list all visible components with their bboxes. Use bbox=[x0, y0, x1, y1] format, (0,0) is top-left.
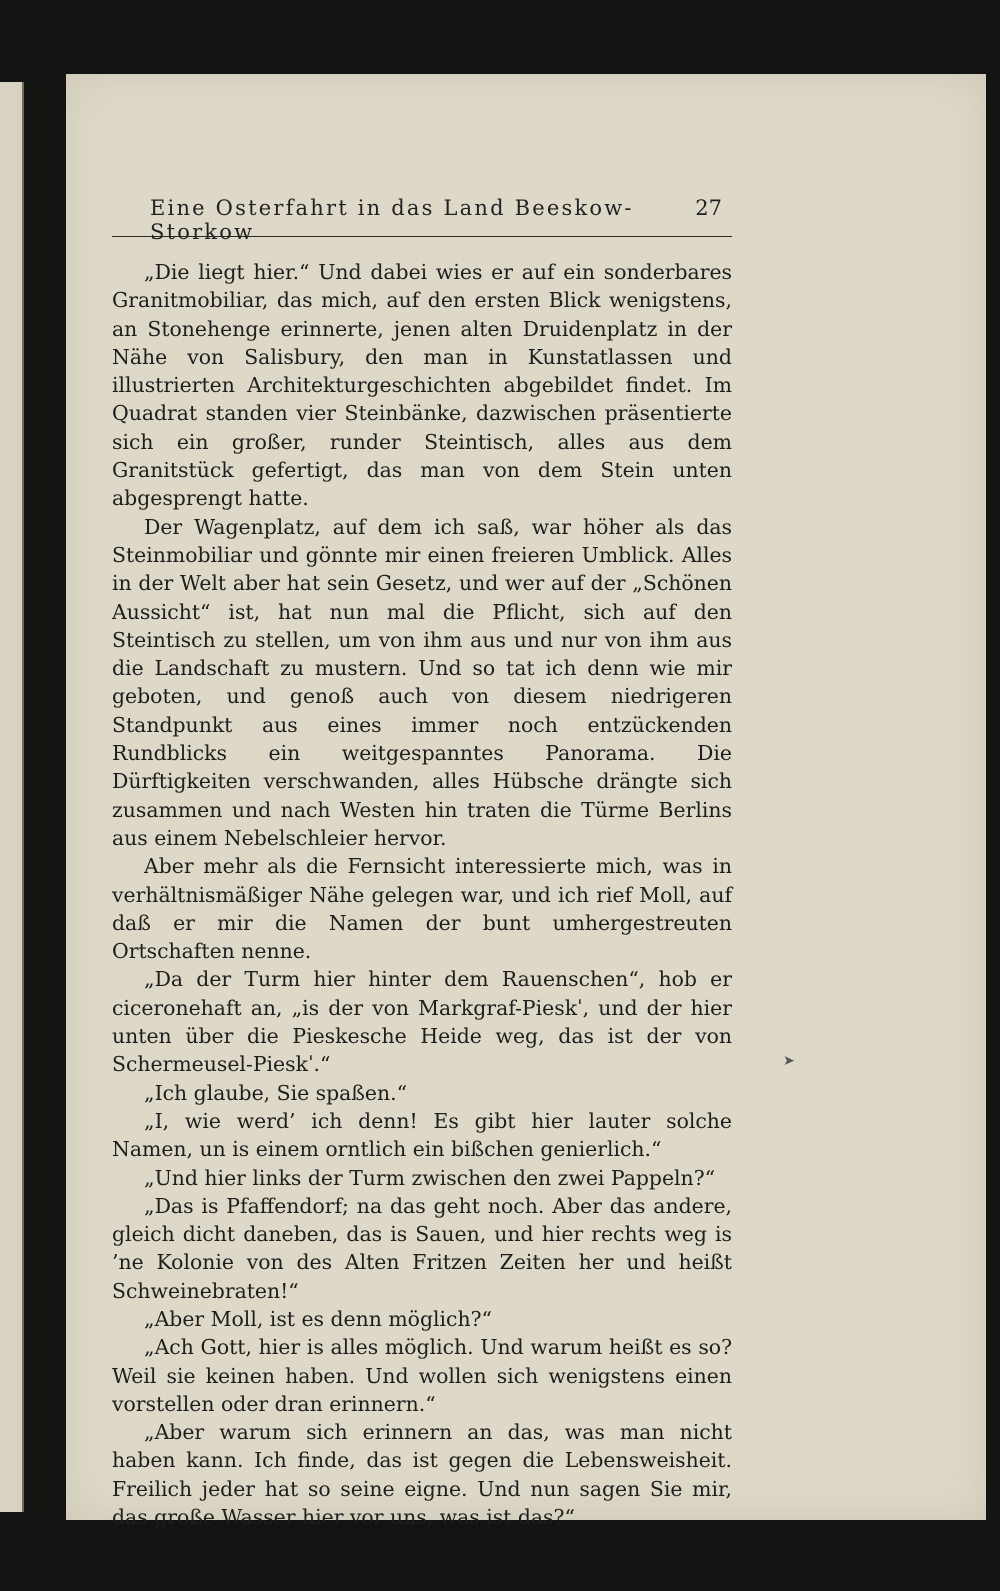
body-text bbox=[112, 258, 732, 1531]
paragraph: „Aber warum sich erinnern an das, was man nicht haben kann. Ich finde, das ist gegen die Lebensweisheit. Freilich jeder hat so seine eigne. Und nun sagen Sie mir, das große Wasser hier vor uns, was ist das?“ bbox=[112, 1420, 732, 1530]
adjacent-page-edge bbox=[0, 82, 24, 1512]
paragraph: „Die liegt hier.“ Und dabei wies er auf ein sonderbares Granitmobiliar, das mich, auf den ersten Blick wenigstens, an Stonehenge erinnerte, jenen alten Druidenplatz in der Nähe von Salisbury, den man in Kunstatlassen und illustrierten Architekturgeschichten abgebildet findet. Im Quadrat standen vier Steinbänke, dazwischen präsentierte sich ein großer, runder Steintisch, alles aus dem Granitstück gefertigt, das man von dem Stein unten abgesprengt hatte. bbox=[112, 260, 732, 511]
paragraph: Aber mehr als die Fernsicht interessierte mich, was in verhältnismäßiger Nähe gelegen war, und ich rief Moll, auf daß er mir die Namen der bunt umhergestreuten Ortschaften nenne. bbox=[112, 854, 732, 964]
margin-mark: ➤ bbox=[783, 1053, 795, 1069]
paragraph: Der Wagenplatz, auf dem ich saß, war höher als das Steinmobiliar und gönnte mir einen freieren Umblick. Alles in der Welt aber hat sein Gesetz, und wer auf der „Schönen Aussicht“ ist, hat nun mal die Pflicht, sich auf den Steintisch zu stellen, um von ihm aus und nur von ihm aus die Landschaft zu mustern. Und so tat ich denn wie mir geboten, und genoß auch von diesem niedrigeren Standpunkt aus eines immer noch entzückenden Rundblicks ein weitgespanntes Panorama. Die Dürftigkeiten verschwanden, alles Hübsche drängte sich zusammen und nach Westen hin traten die Türme Berlins aus einem Nebelschleier hervor. bbox=[112, 514, 732, 850]
paragraph: „Aber Moll, ist es denn möglich?“ bbox=[144, 1306, 492, 1331]
paragraph: „Und hier links der Turm zwischen den zwei Pappeln?“ bbox=[144, 1165, 716, 1190]
page-number: 27 bbox=[695, 196, 722, 220]
page-header bbox=[112, 196, 732, 244]
paragraph: „Das is Pfaffendorf; na das geht noch. Aber das andere, gleich dicht daneben, das is Sauen, und hier rechts weg is ’ne Kolonie von des Alten Fritzen Zeiten her und heißt Schweinebraten!“ bbox=[112, 1193, 732, 1303]
paragraph: „Ich glaube, Sie spaßen.“ bbox=[144, 1080, 408, 1105]
paragraph: „Ach Gott, hier is alles möglich. Und warum heißt es so? Weil sie keinen haben. Und wollen sich wenigstens einen vorstellen oder dran erinnern.“ bbox=[112, 1335, 732, 1416]
running-title: Eine Osterfahrt in das Land Beeskow-Storkow bbox=[150, 196, 634, 244]
paragraph: „Da der Turm hier hinter dem Rauenschen“, hob er ciceronehaft an, „is der von Markgraf-Pieskˈ, und der hier unten über die Pieskesche Heide weg, das ist der von Schermeusel-Pieskˈ.“ bbox=[112, 967, 732, 1077]
paragraph: „I, wie werd’ ich denn! Es gibt hier lauter solche Namen, un is einem orntlich ein bißchen genierlich.“ bbox=[112, 1108, 732, 1162]
